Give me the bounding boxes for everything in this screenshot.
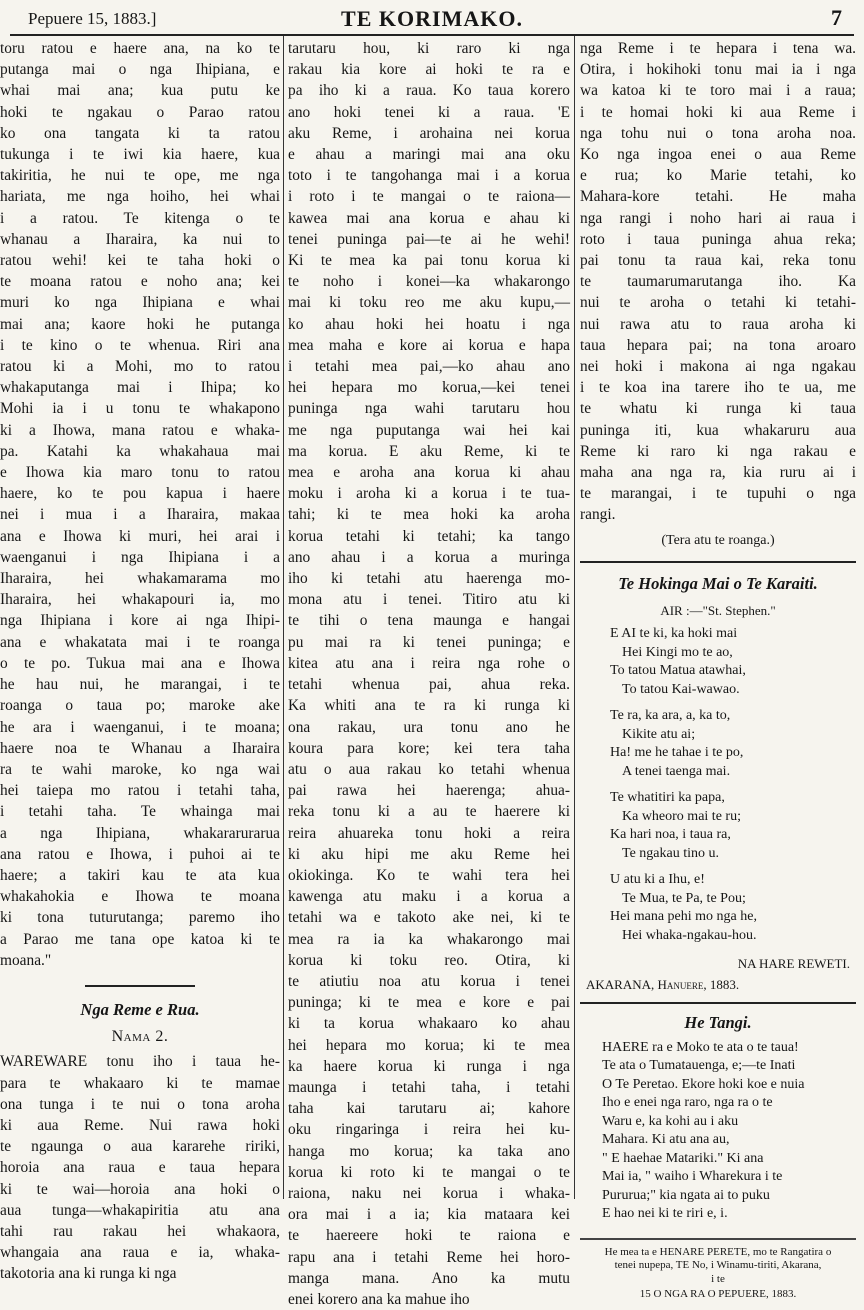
verse-line: To tatou Kai-wawao. (622, 681, 740, 697)
text-line: moana." (0, 951, 52, 969)
text-line: kitea atu ana i reira nga rohe o (288, 654, 570, 672)
text-line: hei taiepa mo ratou i tetahi taha, (0, 782, 280, 800)
text-line: Mohi ia i u tonu te whakapono (0, 400, 280, 418)
text-line: Iharaira, hei whakamarama mo (0, 570, 280, 588)
text-line: hariata, me nga hoiho, hei whai (0, 188, 280, 206)
text-line: maha ana nga ra, kia ruru ai i (580, 464, 856, 482)
text-line: rakau kia kore ai hoki te ra e (288, 61, 570, 79)
text-line: mona atu i tenei. Titiro atu ki (288, 591, 570, 609)
text-line: he ara i waenganui, i te moana; (0, 718, 280, 736)
verse-line: To tatou Matua atawhai, (610, 663, 746, 679)
text-line: tahi rau rakau hei whakaora, (0, 1222, 280, 1240)
text-line: para te whakaaro ki te mamae (0, 1074, 280, 1092)
text-line: ki tona tuturutanga; paremo iho (0, 909, 280, 927)
text-line: te noho i konei—ka whakarongo (288, 273, 570, 291)
text-line: Ka whiti ana te ra ki runga ki (288, 697, 570, 715)
verse-line: Ka wheoro mai te ru; (622, 808, 741, 824)
text-line: ma korua. E aku Reme, ki te (288, 442, 570, 460)
text-line: ki ta korua whakaaro ko ahau (288, 1015, 570, 1033)
text-line: korua ki toku reo. Otira, ki (288, 951, 570, 969)
text-line: hanga mo korua; ka taka ano (288, 1142, 570, 1160)
text-line: i tetahi taha. Te whainga mai (0, 803, 280, 821)
imprint-line: He mea ta e HENARE PERETE, mo te Rangatira o (604, 1245, 832, 1258)
text-line: i tetahi mea pai,—ko ahau ano (288, 358, 570, 376)
two-lambs-paragraph (0, 1051, 280, 1284)
text-line: nei i mua i a Iharaira, makaa (0, 506, 280, 524)
text-line: a nga Ihipiana, whakararurarua (0, 824, 280, 842)
verse-line: E AI te ki, ka hoki mai (610, 626, 738, 642)
verse-line: Kikite atu ai; (622, 726, 696, 742)
text-line: te atiutiu noa atu korua i tenei (288, 972, 570, 990)
lament-line: Waru e, ka kohi au i aku (602, 1113, 739, 1129)
text-line: puninga nga wahi tarutaru hou (288, 400, 570, 418)
text-line: taua hepara pai; na tona aroaro (580, 336, 856, 354)
text-line: nga Reme i te hepara i tena wa. (580, 40, 856, 57)
text-line: mea ra ia ka whakarongo mai (288, 930, 570, 948)
lament-title: He Tangi. (684, 1012, 752, 1032)
text-line: korua ki roto ki te mangai o te (288, 1163, 570, 1181)
text-line: puninga iti, kua whakaruru aua (580, 421, 856, 439)
text-line: me nga puputanga wai hei kai (288, 421, 570, 439)
text-line: maunga i tetahi taha, i tetahi (288, 1078, 570, 1096)
text-line: aua tunga—whakapiritia atu ana (0, 1201, 280, 1219)
newspaper-title: TE KORIMAKO. (341, 6, 523, 31)
text-line: ratou ki a Mohi, mo to ratou (0, 358, 280, 376)
text-line: ano hoki tenei ki a raua. 'E (288, 103, 570, 121)
text-line: ka haere korua ki runga i nga (288, 1057, 570, 1075)
text-line: kawenga atu maku i a korua a (288, 888, 570, 906)
text-line: nei hoki i makona ai nga ngakau (580, 358, 856, 376)
verse-line: Te ngakau tino u. (622, 845, 719, 861)
text-line: a Parao me tana ope katoa ki te (0, 930, 280, 948)
column-3 (580, 38, 856, 1301)
text-line: roanga o taua po; maroke ake (0, 697, 280, 715)
text-line: tetahi wa e takoto ake nei, ki te (288, 909, 570, 927)
text-line: atu o aua rakau ko tetahi whenua (288, 760, 570, 778)
text-line: te tihi o tena maunga e hangai (288, 612, 570, 630)
text-line: korua tetahi ki tetahi; ka tango (288, 527, 570, 545)
text-line: raiona, naku nei korua i whaka- (288, 1184, 570, 1202)
text-line: ana e Ihowa ki muri, hei arai i (0, 527, 280, 545)
text-line: iho ki tetahi atu haerenga mo- (288, 570, 570, 588)
text-line: ano ahau i a korua a muringa (288, 548, 570, 566)
verse-line: Ka hari noa, i taua ra, (610, 827, 731, 843)
text-line: mea e aroha ana korua ki ahau (288, 464, 570, 482)
section-separator (85, 985, 195, 987)
text-line: takiritia, he nui te ope, me nga (0, 167, 280, 185)
text-line: haere noa te Whanau a Iharaira (0, 739, 280, 757)
text-line: tenei puninga pai—te ai he wehi! (288, 230, 570, 248)
text-line: enei korero ana ka mahue iho (288, 1290, 470, 1308)
text-line: ratou wehi! kei te taha hoki o (0, 252, 280, 270)
text-line: haere, ko te pou kapua i haere (0, 485, 280, 503)
text-line: moku i aroha ki a korua i te tua- (288, 485, 570, 503)
text-line: ra te wahi maroke, ko nga wai (0, 760, 280, 778)
text-line: koura para kore; kei tera taha (288, 739, 570, 757)
text-line: ana e whakatata mai i te roanga (0, 633, 280, 651)
text-line: oku ringaringa i reira hei ku- (288, 1121, 570, 1139)
text-line: nga tohu nui o tona aroha noa. (580, 124, 856, 142)
text-line: ko ahau hoki hei hoatu i nga (288, 315, 570, 333)
text-line: toto i te tangohanga mai i a korua (288, 167, 570, 185)
text-line: i te homai hoki ki aua Reme i (580, 103, 856, 121)
text-line: rangi. (580, 506, 616, 524)
verse-line: Te whatitiri ka papa, (610, 790, 725, 806)
text-line: rapu ana i tetahi Reme hei horo- (288, 1248, 570, 1266)
lament-line: Pururua;" kia ngata ai to puku (602, 1187, 770, 1203)
text-line: horoia ana raua e taua hepara (0, 1159, 280, 1177)
text-line: i roto i te mangai o te raiona— (288, 188, 570, 206)
text-line: te taumarumarutanga iho. Ka (580, 273, 856, 291)
verse-line: Hei whaka-ngakau-hou. (622, 927, 757, 943)
lament-line: " E haehae Matariki." Ki ana (602, 1150, 764, 1166)
text-line: pai tonu ta raua kai, reka tonu (580, 252, 856, 270)
text-line: whangaia ana raua e ia, whaka- (0, 1244, 280, 1262)
text-line: whai mai ana; kua putu ke (0, 82, 280, 100)
column-rule-1 (283, 36, 284, 1199)
text-line: mea maha e kore ai korua e hapa (288, 336, 570, 354)
story-heading: Nga Reme e Rua. (80, 999, 200, 1019)
text-line: aku Reme, i arohaina nei korua (288, 124, 570, 142)
text-line: te whatu ki runga ki taua (580, 400, 856, 418)
to-be-continued-note: (Tera atu te roanga.) (661, 532, 775, 548)
text-line: te haereere hoki te raiona e (288, 1227, 570, 1245)
text-line: whakaputanga mai i Ihipa; ko (0, 379, 280, 397)
verse-line: A tenei taenga mai. (622, 763, 731, 779)
text-line: e ahau a maringi mai ana oku (288, 146, 570, 164)
column-rule-2 (574, 36, 575, 1199)
verse-line: Hei mana pehi mo nga he, (610, 909, 757, 925)
text-line: pai rawa hei haerenga; ahua- (288, 782, 570, 800)
two-lambs-ending-paragraph (580, 38, 856, 526)
section-separator (580, 1002, 856, 1004)
imprint-footer (580, 1246, 856, 1302)
hymn-stanza (580, 871, 856, 945)
text-line: manga mana. Ano ka mutu (288, 1269, 570, 1287)
text-line: e Ihowa kia maro tonu to ratou (0, 464, 280, 482)
text-line: hei hepara mo korua,—kei tenei (288, 379, 570, 397)
verse-line: Te Mua, te Pa, te Pou; (622, 890, 746, 906)
text-line: Mahara-kore tetahi. He maha (580, 188, 856, 206)
text-line: kawea mai ana korua e ahau ki (288, 209, 570, 227)
text-line: nga Ihipiana i kore ai nga Ihipi- (0, 612, 280, 630)
text-line: Otira, i hokihoki tonu mai ia i nga (580, 61, 856, 79)
text-line: tahi; ki te mea hoki ka aroha (288, 506, 570, 524)
text-line: putanga mai o nga Ihipiana, e (0, 61, 280, 79)
text-line: ki te wai—horoia ana hoki o (0, 1180, 280, 1198)
text-line: pu mai ra ki tenei puninga; e (288, 633, 570, 651)
text-line: waenganui i nga Ihipiana i a (0, 548, 280, 566)
column-1 (0, 38, 280, 1283)
text-line: ki aua Reme. Nui rawa hoki (0, 1116, 280, 1134)
page-header (0, 0, 864, 36)
text-line: muri ko nga Ihipiana e whai (0, 294, 280, 312)
imprint-line: tenei nupepa, TE No, i Winamu-tiriti, Akarana, (614, 1259, 822, 1272)
issue-date: Pepuere 15, 1883.] (28, 9, 157, 28)
hymn-signature: NA HARE REWETI. (737, 956, 850, 972)
text-line: okiokinga. Ko te wahi tera hei (288, 866, 570, 884)
section-separator (580, 561, 856, 563)
text-line: ko ona tangata ki ta ratou (0, 124, 280, 142)
text-line: roto i taua puninga ahua reka; (580, 230, 856, 248)
text-line: te ngaunga o aua kararehe ririki, (0, 1138, 280, 1156)
text-line: mai ki toku reo me aku kupu,— (288, 294, 570, 312)
text-line: nui rawa atu to raua aroha ki (580, 315, 856, 333)
hymn-stanza (580, 707, 856, 781)
hymn-stanza (580, 789, 856, 863)
text-line: haere; a takiri kau te ata kua (0, 866, 280, 884)
header-rule (10, 34, 854, 36)
text-line: whakahokia e Ihowa te moana (0, 888, 280, 906)
imprint-date: 15 O NGA RA O PEPUERE, 1883. (639, 1288, 797, 1301)
text-line: pa iho ki a raua. Ko taua korero (288, 82, 570, 100)
text-line: he hau nui, he marangai, i te (0, 676, 280, 694)
exodus-story-paragraph (0, 38, 280, 971)
text-line: hoki te ngakau o Parao ratou (0, 103, 280, 121)
text-line: tetahi whenua pai, ahua reka. (288, 676, 570, 694)
text-line: i a ratou. Te kitenga o te (0, 209, 280, 227)
text-line: ona rakau, ura tonu ano he (288, 718, 570, 736)
text-line: Ko nga ingoa enei o aua Reme (580, 146, 856, 164)
hymn-place-date: AKARANA, Hanuere, 1883. (586, 977, 740, 993)
text-line: ana ratou e Ihowa, i puhoi ai te (0, 845, 280, 863)
column-2 (288, 38, 570, 1308)
lament-line: Mahara. Ki atu ana au, (602, 1132, 730, 1148)
text-line: WAREWARE tonu iho i taua he- (0, 1053, 280, 1071)
two-lambs-continued-paragraph (288, 38, 570, 1310)
text-line: pa. Katahi ka whakahaua mai (0, 442, 280, 460)
verse-line: Te ra, ka ara, a, ka to, (610, 708, 731, 724)
lament-line: Iho e enei nga raro, nga ra o te (602, 1095, 773, 1111)
hymn-stanza (580, 625, 856, 699)
hymn-verses (580, 625, 856, 945)
hymn-title: Te Hokinga Mai o Te Karaiti. (618, 573, 818, 593)
story-number: Nama 2. (111, 1028, 169, 1046)
text-line: ki aku hipi me aku Reme hei (288, 845, 570, 863)
text-line: i te koa ina tarere iho te ua, me (580, 379, 856, 397)
text-line: Reme ki raro ki nga rakau e (580, 442, 856, 460)
text-line: tarutaru hou, ki raro ki nga (288, 40, 570, 57)
lament-lines (580, 1039, 856, 1224)
text-line: nga rangi i noho hari ai raua i (580, 209, 856, 227)
text-line: reka tonu ki a au te haerere ki (288, 803, 570, 821)
text-line: hei hepara mo korua; ki te mea (288, 1036, 570, 1054)
text-line: toru ratou e haere ana, na ko te (0, 40, 280, 57)
verse-line: U atu ki a Ihu, e! (610, 872, 705, 888)
lament-line: HAERE ra e Moko te ata o te taua! (602, 1039, 799, 1055)
text-line: nui te aroha o tetahi ki tetahi- (580, 294, 856, 312)
text-line: o te po. Tukua mai ana e Ihowa (0, 654, 280, 672)
text-line: tukunga i te iwi kia haere, kua (0, 146, 280, 164)
text-line: takotoria ana ki runga ki nga (0, 1265, 177, 1283)
text-line: Ki te mea ka pai tonu korua ki (288, 252, 570, 270)
text-line: te moana ratou e noho ana; kei (0, 273, 280, 291)
lament-line: E hao nei ki te riri e, i. (602, 1206, 728, 1222)
text-line: taha kai tarutaru ai; kahore (288, 1100, 570, 1118)
text-line: te marangai, i te tupuhi o nga (580, 485, 856, 503)
lament-line: Te ata o Tumatauenga, e;—te Inati (602, 1058, 796, 1074)
text-line: reira ahuareka tonu hoki a reira (288, 824, 570, 842)
hymn-air: AIR :—"St. Stephen." (660, 603, 776, 619)
text-line: mai ana; kaore hoki he putanga (0, 315, 280, 333)
text-line: Iharaira, hei whakapouri ia, mo (0, 591, 280, 609)
imprint-line: i te (711, 1272, 725, 1285)
page-number: 7 (831, 5, 842, 30)
text-line: puninga; ki te mea e kore e pai (288, 994, 570, 1012)
text-line: e rua; ko Marie tetahi, ko (580, 167, 856, 185)
text-line: whanau a Iharaira, ka nui to (0, 230, 280, 248)
text-line: ona tunga i te nui o tona aroha (0, 1095, 280, 1113)
lament-line: Mai ia, " waiho i Wharekura i te (602, 1169, 783, 1185)
text-line: wa katoa ki te toro mai i a raua; (580, 82, 856, 100)
text-line: ora mai i a ia; kia mataara kei (288, 1206, 570, 1224)
footer-rule (580, 1238, 856, 1240)
text-line: ki a Ihowa, mana ratou e whaka- (0, 421, 280, 439)
lament-line: O Te Peretao. Ekore hoki koe e nuia (602, 1076, 805, 1092)
text-line: i te kino o te whenua. Riri ana (0, 336, 280, 354)
verse-line: Hei Kingi mo te ao, (622, 644, 733, 660)
verse-line: Ha! me he tahae i te po, (610, 745, 744, 761)
